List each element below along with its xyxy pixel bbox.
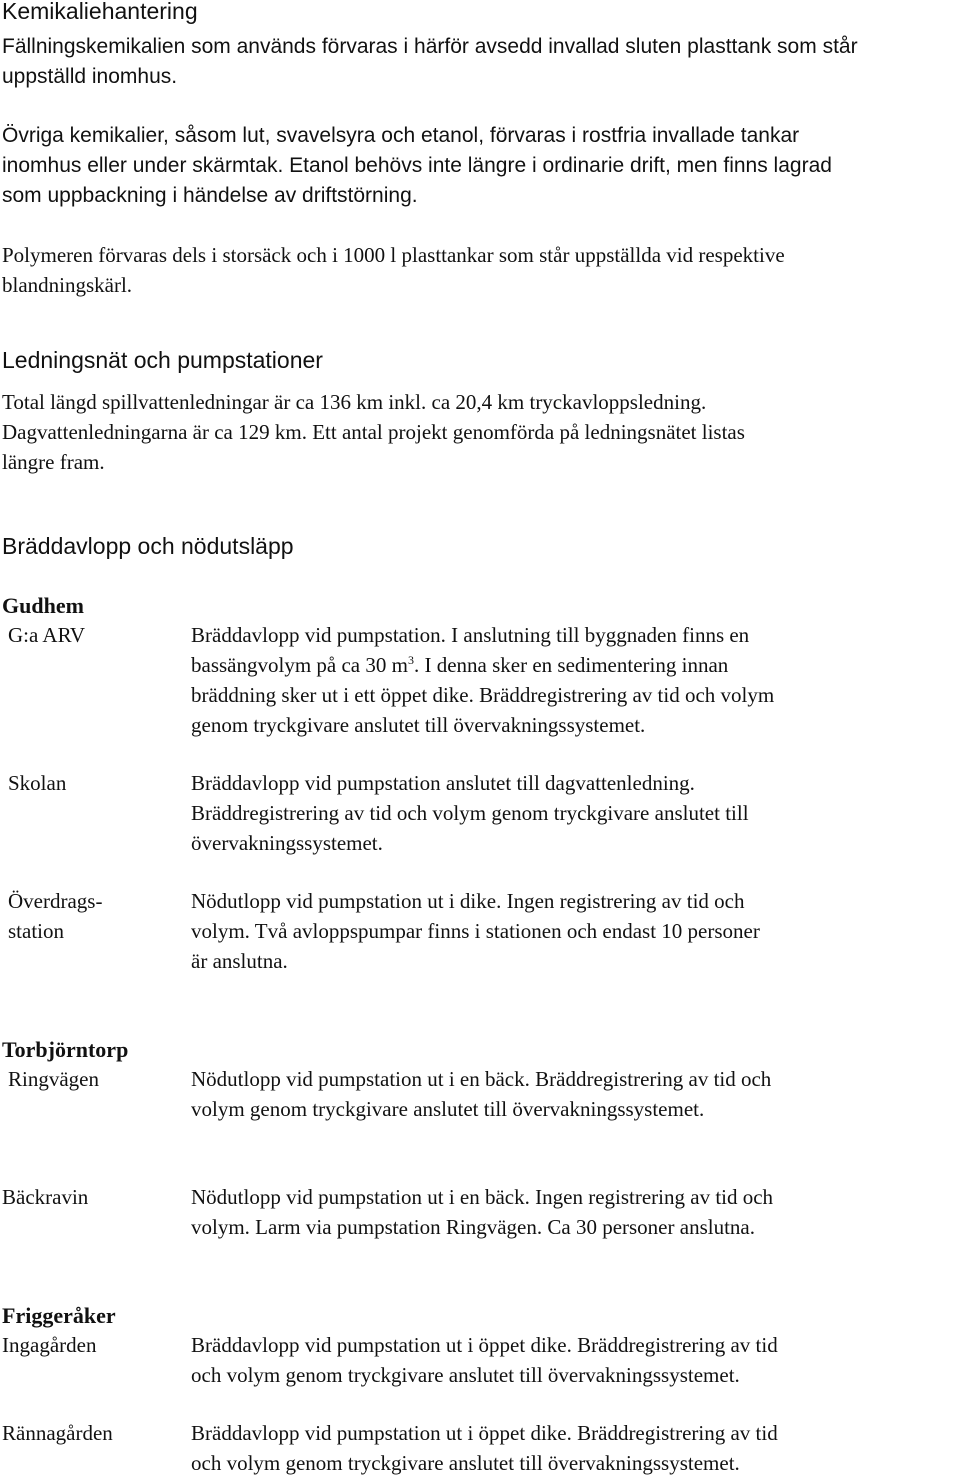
text-line: Bräddregistrering av tid och volym genom tryckgivare anslutet till (191, 801, 749, 825)
text-line: Bräddavlopp vid pumpstation ut i öppet dike. Bräddregistrering av tid (191, 1421, 778, 1445)
text-line: som uppbackning i händelse av driftstörning. (2, 184, 418, 207)
text-line: är anslutna. (191, 949, 288, 973)
entry-label-overdragsstation (8, 886, 102, 946)
paragraph-polymeren (2, 240, 785, 300)
text-line: bräddning sker ut i ett öppet dike. Bräddregistrering av tid och volym (191, 683, 775, 707)
entry-label-ga-arv: G:a ARV (8, 623, 86, 647)
text-line: Övriga kemikalier, såsom lut, svavelsyra och etanol, förvaras i rostfria invallade tankar (2, 124, 800, 147)
text-line: Överdrags- (8, 889, 103, 913)
text-line: Nödutlopp vid pumpstation ut i dike. Ingen registrering av tid och (191, 889, 745, 913)
text-line: genom tryckgivare anslutet till övervakningssystemet. (191, 713, 646, 737)
text-line: och volym genom tryckgivare anslutet till övervakningssystemet. (191, 1451, 740, 1475)
paragraph-fallningskemikalien (2, 32, 858, 92)
text-line: volym. Två avloppspumpar finns i stationen och endast 10 personer (191, 919, 760, 943)
text-line: blandningskärl. (2, 273, 133, 297)
entry-description-ringvagen (191, 1064, 771, 1124)
group-title-gudhem: Gudhem (2, 593, 84, 618)
text-line: uppställd inomhus. (2, 65, 178, 88)
entry-label-ringvagen: Ringvägen (8, 1067, 99, 1091)
text-line: Dagvattenledningarna är ca 129 km. Ett antal projekt genomförda på ledningsnätet listas (2, 420, 745, 444)
entry-label-skolan: Skolan (8, 771, 67, 795)
text-line: Nödutlopp vid pumpstation ut i en bäck. Ingen registrering av tid och (191, 1185, 774, 1209)
text-line: volym genom tryckgivare anslutet till övervakningssystemet. (191, 1097, 705, 1121)
text-line: Bräddavlopp vid pumpstation. I anslutning till byggnaden finns en (191, 623, 750, 647)
text-line: Nödutlopp vid pumpstation ut i en bäck. Bräddregistrering av tid och (191, 1067, 772, 1091)
text-line: och volym genom tryckgivare anslutet till övervakningssystemet. (191, 1363, 740, 1387)
text-line: inomhus eller under skärmtak. Etanol behövs inte längre i ordinarie drift, men finns lagrad (2, 154, 832, 177)
text-line (191, 650, 774, 680)
paragraph-ledningsnat (2, 387, 745, 477)
entry-label-backravin: Bäckravin (2, 1185, 89, 1209)
text-line: Total längd spillvattenledningar är ca 136 km inkl. ca 20,4 km tryckavloppsledning. (2, 390, 707, 414)
section-heading-braddavlopp: Bräddavlopp och nödutsläpp (2, 533, 294, 559)
entry-description-rannagarden (191, 1418, 778, 1478)
superscript: 3 (407, 653, 414, 667)
entry-description-overdragsstation (191, 886, 760, 976)
text-line: längre fram. (2, 450, 105, 474)
text-segment: . I denna sker en sedimentering innan (413, 653, 729, 677)
group-title-torbjorntorp: Torbjörntorp (2, 1037, 129, 1062)
entry-label-ingagarden: Ingagården (2, 1333, 97, 1357)
text-line: Bräddavlopp vid pumpstation ut i öppet dike. Bräddregistrering av tid (191, 1333, 778, 1357)
text-line: Fällningskemikalien som används förvaras i härför avsedd invallad sluten plasttank som står (2, 35, 858, 58)
text-line: station (8, 919, 64, 943)
text-line: Polymeren förvaras dels i storsäck och i 1000 l plasttankar som står uppställda vid respektive (2, 243, 785, 267)
paragraph-ovriga-kemikalier (2, 121, 832, 211)
entry-description-ingagarden (191, 1330, 778, 1390)
text-segment: bassängvolym på ca 30 m (191, 653, 408, 677)
section-heading-kemikaliehantering: Kemikaliehantering (2, 0, 198, 24)
entry-description-skolan (191, 768, 749, 858)
text-line: övervakningssystemet. (191, 831, 383, 855)
group-title-friggeraker: Friggeråker (2, 1303, 116, 1328)
text-line: Bräddavlopp vid pumpstation anslutet till dagvattenledning. (191, 771, 695, 795)
text-line: volym. Larm via pumpstation Ringvägen. Ca 30 personer anslutna. (191, 1215, 755, 1239)
entry-label-rannagarden: Rännagården (2, 1421, 113, 1445)
entry-description-ga-arv (191, 620, 774, 740)
entry-description-backravin (191, 1182, 773, 1242)
section-heading-ledningsnat: Ledningsnät och pumpstationer (2, 347, 323, 373)
